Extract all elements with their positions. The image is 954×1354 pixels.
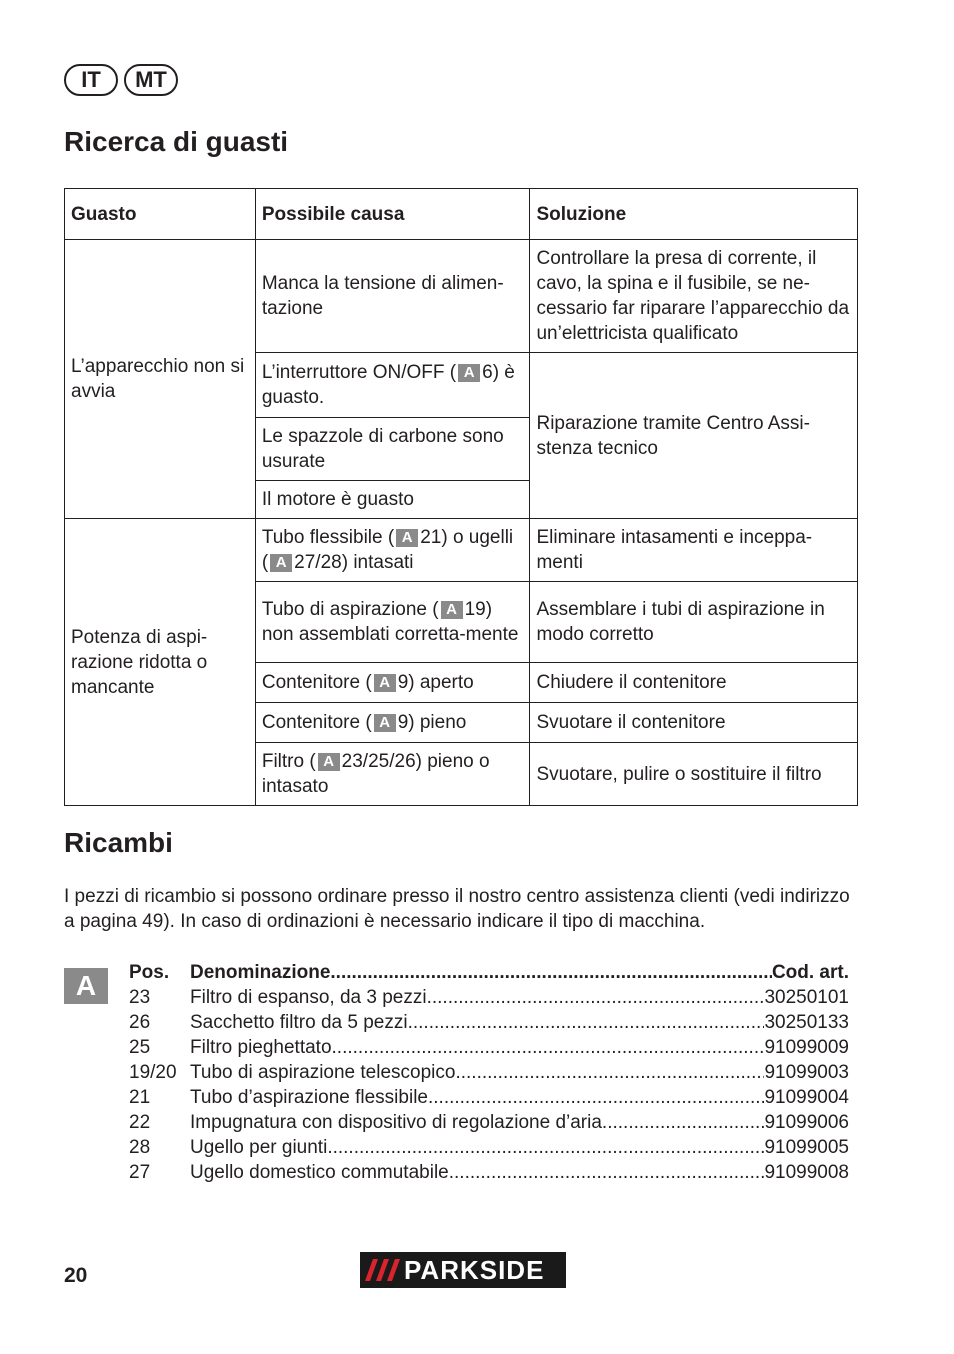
page-number: 20 <box>64 1264 88 1287</box>
parkside-logo <box>360 1252 566 1288</box>
figure-a-ref: A <box>396 529 418 547</box>
header-causa: Possibile causa <box>255 189 530 240</box>
list-item: 22 Impugnatura con dispositivo di regolazione d’aria ..... 91099006 <box>129 1110 849 1135</box>
list-item: 27 Ugello domestico commutabile ..... 91099008 <box>129 1160 849 1185</box>
troubleshooting-title: Ricerca di guasti <box>64 126 289 157</box>
list-item: 19/20 Tubo di aspirazione telescopico ..... 91099003 <box>129 1060 849 1085</box>
figure-a-ref: A <box>318 753 340 771</box>
troubleshooting-table <box>64 188 858 806</box>
figure-a-ref: A <box>441 601 463 619</box>
language-badges <box>64 64 178 96</box>
cause-cell: Tubo flessibile ( A 21) o ugelli ( A 27/28) intasati <box>255 519 530 582</box>
figure-a-ref: A <box>458 364 480 382</box>
header-code: Cod. art. <box>771 962 849 983</box>
header-soluzione: Soluzione <box>530 189 858 240</box>
header-name: Denominazione <box>190 962 331 983</box>
cause-cell: Contenitore ( A 9) aperto <box>255 663 530 703</box>
solution-cell: Svuotare il contenitore <box>530 703 858 743</box>
figure-a-ref: A <box>270 554 292 572</box>
figure-a-ref: A <box>374 714 396 732</box>
solution-cell: Svuotare, pulire o sostituire il filtro <box>530 743 858 806</box>
header-pos: Pos. <box>129 962 170 983</box>
cause-cell: Le spazzole di carbone sono usurate <box>255 418 530 481</box>
fault-cell: Potenza di aspi-razione ridotta o mancante <box>65 519 256 806</box>
cause-cell: L’interruttore ON/OFF ( A 6) è guasto. <box>255 353 530 418</box>
cause-cell: Manca la tensione di alimen-tazione <box>255 240 530 353</box>
cause-cell: Contenitore ( A 9) pieno <box>255 703 530 743</box>
cause-cell: Tubo di aspirazione ( A 19) non assemblati corretta-mente <box>255 582 530 663</box>
solution-cell: Riparazione tramite Centro Assi-stenza tecnico <box>530 353 858 519</box>
solution-cell: Assemblare i tubi di aspirazione in modo corretto <box>530 582 858 663</box>
lang-badge-mt: MT <box>124 64 178 96</box>
fault-cell: L’apparecchio non si avvia <box>65 240 256 519</box>
spare-parts-intro: I pezzi di ricambio si possono ordinare presso il nostro centro assistenza clienti (vedi indirizzo a pagina 49). In caso di ordinazioni è necessario indicare il tipo di macchina. <box>64 886 850 932</box>
spare-parts-list <box>129 960 849 1185</box>
cause-cell: Il motore è guasto <box>255 481 530 519</box>
solution-cell: Chiudere il contenitore <box>530 663 858 703</box>
spare-parts-title: Ricambi <box>64 827 173 858</box>
logo-stripes-icon <box>360 1252 404 1288</box>
solution-cell: Eliminare intasamenti e inceppa-menti <box>530 519 858 582</box>
list-item: 28 Ugello per giunti ..... 91099005 <box>129 1135 849 1160</box>
list-item: 25 Filtro pieghettato ..... 91099009 <box>129 1035 849 1060</box>
figure-a-ref: A <box>374 674 396 692</box>
lang-badge-it: IT <box>64 64 118 96</box>
list-item: 23 Filtro di espanso, da 3 pezzi ..... 30250101 <box>129 985 849 1010</box>
list-item: 26 Sacchetto filtro da 5 pezzi ..... 30250133 <box>129 1010 849 1035</box>
logo-wordmark: PARKSIDE <box>404 1254 545 1285</box>
table-header-row <box>65 189 858 240</box>
list-item: 21 Tubo d’aspirazione flessibile ..... 91099004 <box>129 1085 849 1110</box>
header-guasto: Guasto <box>65 189 256 240</box>
parts-header <box>129 960 849 985</box>
cause-cell: Filtro ( A 23/25/26) pieno o intasato <box>255 743 530 806</box>
solution-cell: Controllare la presa di corrente, il cavo, la spina e il fusibile, se ne-cessario far riparare l’apparecchio da un’elettricista qualificato <box>530 240 858 353</box>
figure-a-badge: A <box>64 968 108 1004</box>
leader-dots <box>330 960 772 985</box>
table-row <box>65 240 858 353</box>
table-row <box>65 519 858 582</box>
